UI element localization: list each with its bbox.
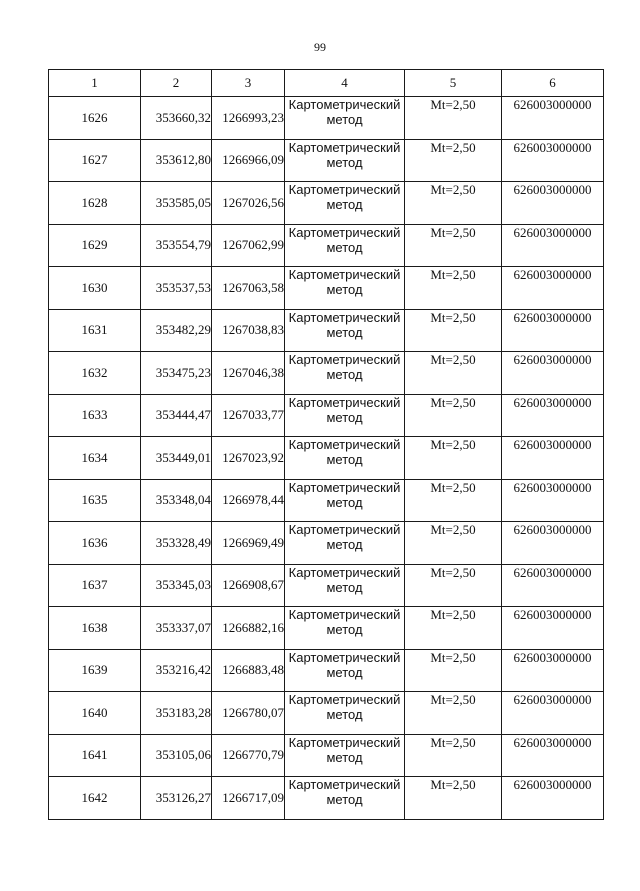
method-line-1: Картометрический — [288, 224, 401, 240]
method-cell — [285, 352, 405, 395]
y-coordinate-cell: 1266966,09 — [212, 139, 285, 182]
method-cell — [285, 97, 405, 140]
method-line-2: метод — [326, 324, 363, 340]
method-line-2: метод — [326, 452, 363, 467]
accuracy-cell: Mt=2,50 — [405, 352, 502, 395]
method-cell — [285, 394, 405, 437]
method-cell — [285, 224, 405, 267]
x-coordinate-cell: 353537,53 — [141, 267, 212, 310]
x-coordinate-cell: 353612,80 — [141, 139, 212, 182]
accuracy-cell: Mt=2,50 — [405, 692, 502, 735]
y-coordinate-cell: 1267062,99 — [212, 224, 285, 267]
code-cell: 626003000000 — [502, 352, 604, 395]
column-header-4: 4 — [285, 70, 405, 97]
code-cell: 626003000000 — [502, 564, 604, 607]
code-cell: 626003000000 — [502, 224, 604, 267]
method-line-1: Картометрический — [288, 182, 401, 197]
method-cell — [285, 139, 405, 182]
method-line-1: Картометрический — [288, 437, 401, 452]
code-cell: 626003000000 — [502, 267, 604, 310]
y-coordinate-cell: 1267023,92 — [212, 437, 285, 480]
method-line-2: метод — [326, 792, 363, 807]
x-coordinate-cell: 353216,42 — [141, 649, 212, 692]
coordinates-table — [48, 69, 604, 820]
x-coordinate-cell: 353444,47 — [141, 394, 212, 437]
code-cell: 626003000000 — [502, 522, 604, 565]
accuracy-cell: Mt=2,50 — [405, 649, 502, 692]
table-header — [49, 70, 604, 97]
point-number-cell: 1627 — [49, 139, 141, 182]
table-row — [49, 139, 604, 182]
table-row — [49, 182, 604, 225]
method-line-2: метод — [326, 622, 363, 637]
x-coordinate-cell: 353585,05 — [141, 182, 212, 225]
method-line-2: метод — [326, 239, 363, 255]
point-number-cell: 1637 — [49, 564, 141, 607]
accuracy-cell: Mt=2,50 — [405, 139, 502, 182]
code-cell: 626003000000 — [502, 607, 604, 650]
point-number-cell: 1626 — [49, 97, 141, 140]
accuracy-cell: Mt=2,50 — [405, 97, 502, 140]
point-number-cell: 1633 — [49, 394, 141, 437]
x-coordinate-cell: 353449,01 — [141, 437, 212, 480]
method-line-2: метод — [326, 197, 363, 212]
table-row — [49, 437, 604, 480]
table-row — [49, 479, 604, 522]
method-line-1: Картометрический — [288, 734, 401, 750]
point-number-cell: 1638 — [49, 607, 141, 650]
code-cell: 626003000000 — [502, 479, 604, 522]
accuracy-cell: Mt=2,50 — [405, 777, 502, 820]
x-coordinate-cell: 353126,27 — [141, 777, 212, 820]
table-body — [49, 97, 604, 820]
code-cell: 626003000000 — [502, 649, 604, 692]
method-line-1: Картометрический — [288, 522, 401, 537]
method-cell — [285, 479, 405, 522]
point-number-cell: 1642 — [49, 777, 141, 820]
code-cell: 626003000000 — [502, 182, 604, 225]
column-header-5: 5 — [405, 70, 502, 97]
method-line-2: метод — [326, 154, 363, 170]
method-line-1: Картометрический — [288, 309, 401, 325]
code-cell: 626003000000 — [502, 394, 604, 437]
x-coordinate-cell: 353337,07 — [141, 607, 212, 650]
method-cell — [285, 734, 405, 777]
x-coordinate-cell: 353328,49 — [141, 522, 212, 565]
y-coordinate-cell: 1267063,58 — [212, 267, 285, 310]
column-header-1: 1 — [49, 70, 141, 97]
page-number: 99 — [314, 40, 326, 54]
method-cell — [285, 564, 405, 607]
accuracy-cell: Mt=2,50 — [405, 394, 502, 437]
point-number-cell: 1639 — [49, 649, 141, 692]
y-coordinate-cell: 1266908,67 — [212, 564, 285, 607]
table-row — [49, 649, 604, 692]
method-line-2: метод — [326, 749, 363, 765]
point-number-cell: 1629 — [49, 224, 141, 267]
accuracy-cell: Mt=2,50 — [405, 479, 502, 522]
method-line-1: Картометрический — [288, 777, 401, 792]
method-line-1: Картометрический — [288, 479, 401, 495]
method-line-1: Картометрический — [288, 267, 401, 282]
method-cell — [285, 309, 405, 352]
table-row — [49, 309, 604, 352]
x-coordinate-cell: 353660,32 — [141, 97, 212, 140]
x-coordinate-cell: 353482,29 — [141, 309, 212, 352]
method-line-1: Картометрический — [288, 649, 401, 665]
point-number-cell: 1634 — [49, 437, 141, 480]
method-line-2: метод — [326, 579, 363, 595]
accuracy-cell: Mt=2,50 — [405, 267, 502, 310]
method-cell — [285, 607, 405, 650]
y-coordinate-cell: 1267026,56 — [212, 182, 285, 225]
y-coordinate-cell: 1266770,79 — [212, 734, 285, 777]
code-cell: 626003000000 — [502, 777, 604, 820]
point-number-cell: 1630 — [49, 267, 141, 310]
table-row — [49, 692, 604, 735]
x-coordinate-cell: 353475,23 — [141, 352, 212, 395]
accuracy-cell: Mt=2,50 — [405, 522, 502, 565]
method-line-1: Картометрический — [288, 692, 401, 707]
accuracy-cell: Mt=2,50 — [405, 607, 502, 650]
y-coordinate-cell: 1266969,49 — [212, 522, 285, 565]
table-row — [49, 522, 604, 565]
point-number-cell: 1632 — [49, 352, 141, 395]
code-cell: 626003000000 — [502, 692, 604, 735]
x-coordinate-cell: 353105,06 — [141, 734, 212, 777]
accuracy-cell: Mt=2,50 — [405, 437, 502, 480]
method-cell — [285, 649, 405, 692]
code-cell: 626003000000 — [502, 437, 604, 480]
method-line-2: метод — [326, 664, 363, 680]
method-line-1: Картометрический — [288, 352, 401, 367]
method-line-2: метод — [326, 367, 363, 382]
table-row — [49, 267, 604, 310]
y-coordinate-cell: 1267038,83 — [212, 309, 285, 352]
point-number-cell: 1631 — [49, 309, 141, 352]
accuracy-cell: Mt=2,50 — [405, 182, 502, 225]
method-line-1: Картометрический — [288, 394, 401, 410]
table-row — [49, 224, 604, 267]
method-cell — [285, 692, 405, 735]
accuracy-cell: Mt=2,50 — [405, 564, 502, 607]
y-coordinate-cell: 1266993,23 — [212, 97, 285, 140]
method-line-1: Картометрический — [288, 607, 401, 622]
accuracy-cell: Mt=2,50 — [405, 224, 502, 267]
method-line-2: метод — [326, 494, 363, 510]
header-row — [49, 70, 604, 97]
code-cell: 626003000000 — [502, 97, 604, 140]
y-coordinate-cell: 1266780,07 — [212, 692, 285, 735]
x-coordinate-cell: 353554,79 — [141, 224, 212, 267]
table-row — [49, 97, 604, 140]
method-cell — [285, 777, 405, 820]
x-coordinate-cell: 353348,04 — [141, 479, 212, 522]
x-coordinate-cell: 353345,03 — [141, 564, 212, 607]
method-cell — [285, 267, 405, 310]
y-coordinate-cell: 1267033,77 — [212, 394, 285, 437]
point-number-cell: 1641 — [49, 734, 141, 777]
point-number-cell: 1640 — [49, 692, 141, 735]
method-cell — [285, 437, 405, 480]
method-line-1: Картометрический — [288, 139, 401, 155]
table-row — [49, 394, 604, 437]
table-row — [49, 734, 604, 777]
table-row — [49, 352, 604, 395]
code-cell: 626003000000 — [502, 309, 604, 352]
method-line-1: Картометрический — [288, 97, 401, 112]
y-coordinate-cell: 1266882,16 — [212, 607, 285, 650]
y-coordinate-cell: 1266717,09 — [212, 777, 285, 820]
column-header-6: 6 — [502, 70, 604, 97]
y-coordinate-cell: 1267046,38 — [212, 352, 285, 395]
method-line-1: Картометрический — [288, 564, 401, 580]
point-number-cell: 1635 — [49, 479, 141, 522]
accuracy-cell: Mt=2,50 — [405, 309, 502, 352]
method-line-2: метод — [326, 409, 363, 425]
method-line-2: метод — [326, 707, 363, 722]
column-header-3: 3 — [212, 70, 285, 97]
y-coordinate-cell: 1266883,48 — [212, 649, 285, 692]
method-line-2: метод — [326, 112, 363, 127]
y-coordinate-cell: 1266978,44 — [212, 479, 285, 522]
method-cell — [285, 182, 405, 225]
x-coordinate-cell: 353183,28 — [141, 692, 212, 735]
accuracy-cell: Mt=2,50 — [405, 734, 502, 777]
code-cell: 626003000000 — [502, 139, 604, 182]
code-cell: 626003000000 — [502, 734, 604, 777]
point-number-cell: 1636 — [49, 522, 141, 565]
table-row — [49, 607, 604, 650]
column-header-2: 2 — [141, 70, 212, 97]
method-cell — [285, 522, 405, 565]
point-number-cell: 1628 — [49, 182, 141, 225]
method-line-2: метод — [326, 537, 363, 552]
method-line-2: метод — [326, 282, 363, 297]
table-row — [49, 777, 604, 820]
table-row — [49, 564, 604, 607]
